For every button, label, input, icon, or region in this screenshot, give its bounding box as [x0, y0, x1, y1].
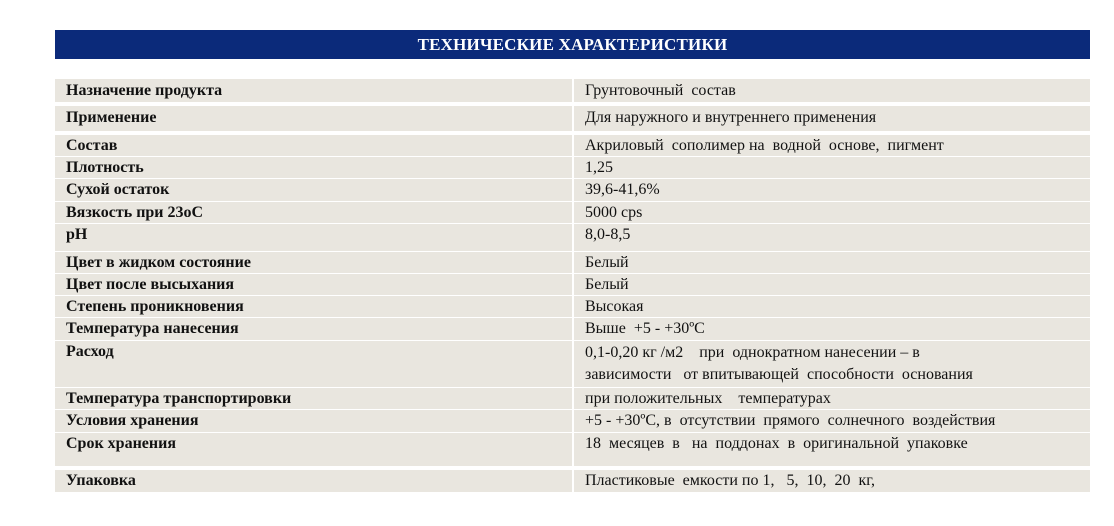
column-divider	[572, 135, 574, 156]
row-label: Цвет после высыхания	[66, 276, 235, 293]
table-row	[55, 470, 1090, 492]
column-divider	[572, 224, 574, 251]
column-divider	[572, 318, 574, 340]
row-value: при положительных температурах	[585, 390, 831, 407]
column-divider	[572, 202, 574, 223]
table-row	[55, 341, 1090, 387]
row-label: Назначение продукта	[66, 82, 223, 99]
row-label: Применение	[66, 109, 157, 126]
table-row	[55, 135, 1090, 156]
row-label: Расход	[66, 343, 114, 360]
table-row	[55, 318, 1090, 340]
row-label: Условия хранения	[66, 412, 199, 429]
column-divider	[572, 157, 574, 178]
row-value: Пластиковые емкости по 1, 5, 10, 20 кг,	[585, 472, 875, 489]
table-row	[55, 202, 1090, 223]
column-divider	[572, 106, 574, 131]
column-divider	[572, 433, 574, 466]
column-divider	[572, 296, 574, 317]
row-value: 0,1-0,20 кг /м2 при однократном нанесении – в зависимости от впитывающей способности основания	[585, 344, 973, 383]
column-divider	[572, 79, 574, 102]
table-row	[55, 179, 1090, 201]
row-value: Акриловый сополимер на водной основе, пигмент	[585, 137, 944, 154]
row-value: 39,6-41,6%	[585, 181, 660, 198]
row-value: 5000 cps	[585, 204, 643, 221]
table-row	[55, 79, 1090, 102]
table-row	[55, 274, 1090, 295]
row-label: Состав	[66, 137, 118, 154]
row-value: Для наружного и внутреннего применения	[585, 109, 877, 126]
row-label: Упаковка	[66, 472, 136, 489]
row-label: Температура транспортировки	[66, 390, 292, 407]
row-value: +5 - +30ºС, в отсутствии прямого солнечного воздействия	[585, 412, 996, 429]
row-label: Температура нанесения	[66, 320, 239, 337]
table-row	[55, 410, 1090, 432]
table-row	[55, 224, 1090, 251]
row-label: Вязкость при 23оС	[66, 204, 204, 221]
table-row	[55, 433, 1090, 466]
row-label: Степень проникновения	[66, 298, 244, 315]
table-row	[55, 106, 1090, 131]
table-row	[55, 252, 1090, 273]
row-label: Плотность	[66, 159, 144, 176]
row-label: pH	[66, 226, 88, 243]
column-divider	[572, 388, 574, 409]
row-value: Высокая	[585, 298, 644, 315]
table-row	[55, 296, 1090, 317]
row-value: Белый	[585, 254, 629, 271]
row-value: 1,25	[585, 159, 613, 176]
row-value: 18 месяцев в на поддонах в оригинальной упаковке	[585, 435, 968, 452]
table-row	[55, 388, 1090, 409]
column-divider	[572, 410, 574, 432]
table-row	[55, 157, 1090, 178]
row-value: 8,0-8,5	[585, 226, 631, 243]
column-divider	[572, 274, 574, 295]
column-divider	[572, 341, 574, 387]
column-divider	[572, 470, 574, 492]
row-value: Выше +5 - +30ºС	[585, 320, 705, 337]
row-label: Сухой остаток	[66, 181, 170, 198]
section-title-bar	[55, 30, 1090, 59]
row-value: Грунтовочный состав	[585, 82, 736, 99]
row-value: Белый	[585, 276, 629, 293]
section-title: ТЕХНИЧЕСКИЕ ХАРАКТЕРИСТИКИ	[417, 35, 728, 54]
row-label: Срок хранения	[66, 435, 176, 452]
column-divider	[572, 252, 574, 273]
row-label: Цвет в жидком состояние	[66, 254, 251, 271]
column-divider	[572, 179, 574, 201]
